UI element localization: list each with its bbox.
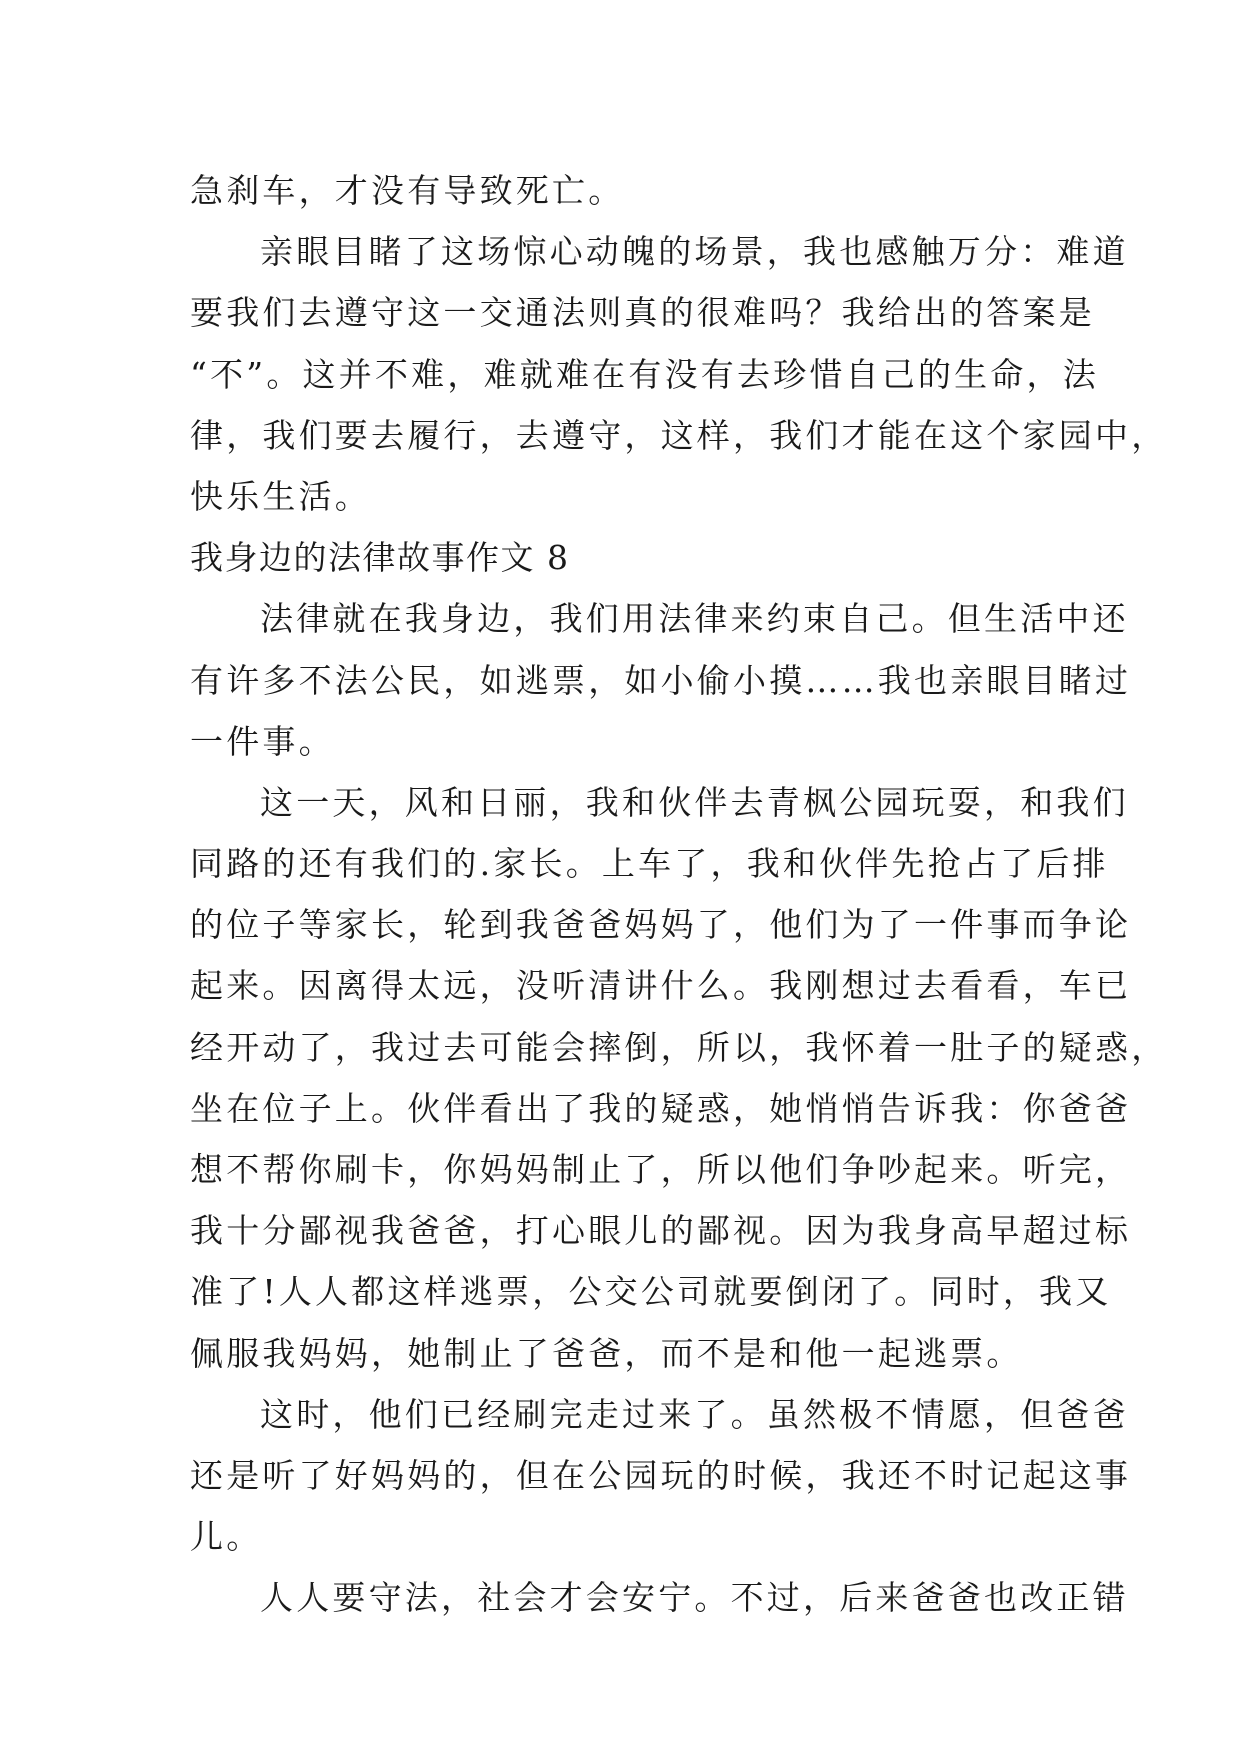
text-line: 准了!人人都这样逃票，公交公司就要倒闭了。同时，我又 [190, 1272, 1112, 1312]
text-line: 经开动了，我过去可能会摔倒，所以，我怀着一肚子的疑惑， [190, 1027, 1168, 1067]
text-line: 儿。 [190, 1517, 263, 1557]
paragraph-line: 法律就在我身边，我们用法律来约束自己。但生活中还 [260, 599, 1129, 639]
paragraph-line: 人人要守法，社会才会安宁。不过，后来爸爸也改正错 [260, 1578, 1129, 1618]
text-line: 坐在位子上。伙伴看出了我的疑惑，她悄悄告诉我：你爸爸 [190, 1088, 1132, 1128]
text-line: “不”。这并不难，难就难在有没有去珍惜自己的生命，法 [190, 354, 1099, 394]
document-body [190, 160, 1168, 1629]
text-line: 想不帮你刷卡，你妈妈制止了，所以他们争吵起来。听完， [190, 1150, 1132, 1189]
text-line: 还是听了好妈妈的，但在公园玩的时候，我还不时记起这事 [190, 1455, 1132, 1495]
text-line: 律，我们要去履行，去遵守，这样，我们才能在这个家园中， [190, 415, 1168, 455]
text-line: 有许多不法公民，如逃票，如小偷小摸……我也亲眼目睹过 [190, 660, 1132, 700]
text-line: 我十分鄙视我爸爸，打心眼儿的鄙视。因为我身高早超过标 [190, 1211, 1132, 1251]
text-line: 佩服我妈妈，她制止了爸爸，而不是和他一起逃票。 [190, 1333, 1023, 1373]
text-line: 要我们去遵守这一交通法则真的很难吗？我给出的答案是 [190, 293, 1095, 333]
text-line: 急刹车，才没有导致死亡。 [190, 171, 625, 210]
paragraph-line: 这一天，风和日丽，我和伙伴去青枫公园玩耍，和我们 [260, 782, 1129, 822]
text-line: 一件事。 [190, 721, 335, 761]
paragraph-line: 这时，他们已经刷完走过来了。虽然极不情愿，但爸爸 [260, 1394, 1129, 1434]
text-line: 快乐生活。 [190, 476, 371, 516]
text-line: 同路的还有我们的.家长。上车了，我和伙伴先抢占了后排 [190, 844, 1109, 884]
paragraph-line: 亲眼目睹了这场惊心动魄的场景，我也感触万分：难道 [260, 232, 1129, 272]
text-line: 起来。因离得太远，没听清讲什么。我刚想过去看看，车已 [190, 966, 1132, 1006]
section-title: 我身边的法律故事作文 8 [190, 538, 570, 578]
text-line: 的位子等家长，轮到我爸爸妈妈了，他们为了一件事而争论 [190, 905, 1132, 945]
